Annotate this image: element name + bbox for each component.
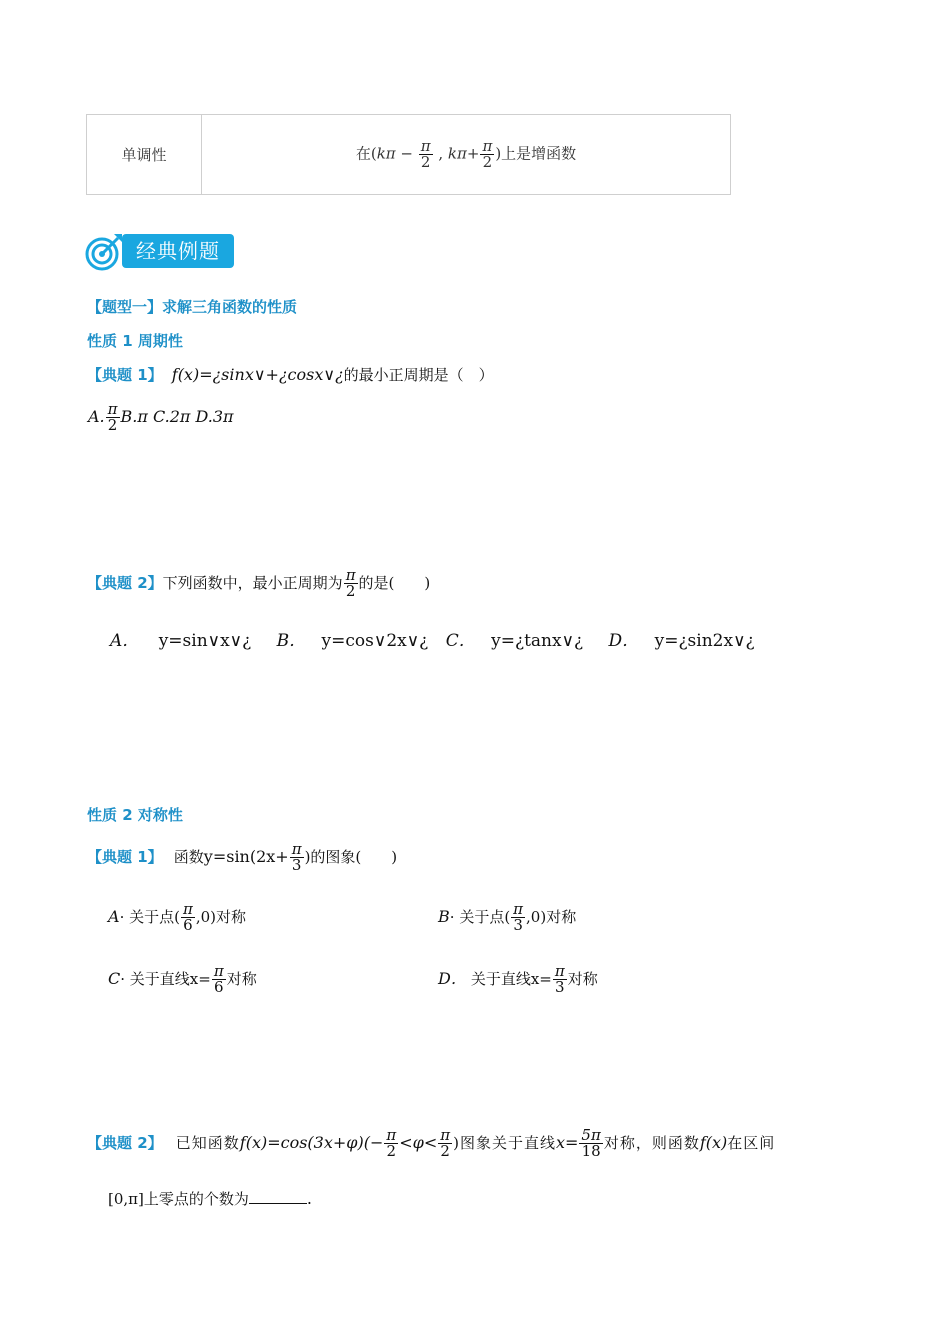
fraction: $\frac{\pi}{6}$ <box>213 962 224 996</box>
option-symmetry-b: B· 关于点( $\frac{\pi}{3}$ ,0)对称 <box>438 900 577 934</box>
fraction: $\frac{\pi}{2}$ <box>420 137 431 171</box>
option-symmetry-a: A· 关于点( $\frac{\pi}{6}$ ,0)对称 <box>108 900 246 934</box>
question-period-2: 【典题 2】下列函数中，最小正周期为 $\frac{\pi}{2}$ 的是( ) <box>87 566 431 600</box>
question-symmetry-1: 【典题 1】 函数y=sin(2x+ $\frac{\pi}{3}$ )的图象( ) <box>87 840 398 874</box>
fraction: $\frac{\pi}{2}$ <box>386 1126 397 1160</box>
fraction: $\frac{\pi}{2}$ <box>107 400 118 434</box>
section-badge: 经典例题 <box>122 234 234 268</box>
question-period-1: 【典题 1】 f(x)=¿sinx∨+¿cosx∨¿的最小正周期是（ ） <box>87 365 494 384</box>
property-label: 单调性 <box>87 115 202 195</box>
fraction: $\frac{\pi}{2}$ <box>440 1126 451 1160</box>
property-heading-periodicity: 性质 1 周期性 <box>87 332 183 350</box>
fraction: $\frac{\pi}{3}$ <box>554 962 565 996</box>
fraction: $\frac{\pi}{3}$ <box>513 900 524 934</box>
property-heading-symmetry: 性质 2 对称性 <box>87 806 183 824</box>
option-symmetry-d: D． 关于直线x= $\frac{\pi}{3}$ 对称 <box>438 962 598 996</box>
answer-blank[interactable] <box>249 1189 307 1204</box>
question-symmetry-2: 【典题 2】 已知函数f(x)=cos(3x+φ)(− $\frac{\pi}{2}$ <φ< $\frac{\pi}{2}$ )图象关于直线x= $\frac{5\pi}{18}$ 对称，则函数f(x)在区间 <box>87 1126 776 1160</box>
question-symmetry-2-line2: [0,π]上零点的个数为 . <box>108 1189 312 1208</box>
option-symmetry-c: C· 关于直线x= $\frac{\pi}{6}$ 对称 <box>108 962 257 996</box>
property-table <box>86 114 731 195</box>
type-heading: 【题型一】求解三角函数的性质 <box>87 298 298 316</box>
fraction: $\frac{\pi}{2}$ <box>482 137 493 171</box>
fraction: $\frac{\pi}{6}$ <box>182 900 193 934</box>
fraction: $\frac{5\pi}{18}$ <box>581 1126 601 1160</box>
fraction: $\frac{\pi}{3}$ <box>291 840 302 874</box>
options-period-2: A． y=sin∨x∨¿ B． y=cos∨2x∨¿ C． y=¿tanx∨¿ D． y=¿sin2x∨¿ <box>110 631 755 651</box>
property-value: 在(kπ − $\frac{\pi}{2}$ , kπ+ $\frac{\pi}{2}$ )上是增函数 <box>202 115 731 195</box>
options-period-1: A. $\frac{\pi}{2}$ B.π C.2π D.3π <box>88 400 234 434</box>
fraction: $\frac{\pi}{2}$ <box>345 566 356 600</box>
target-icon <box>84 230 126 272</box>
